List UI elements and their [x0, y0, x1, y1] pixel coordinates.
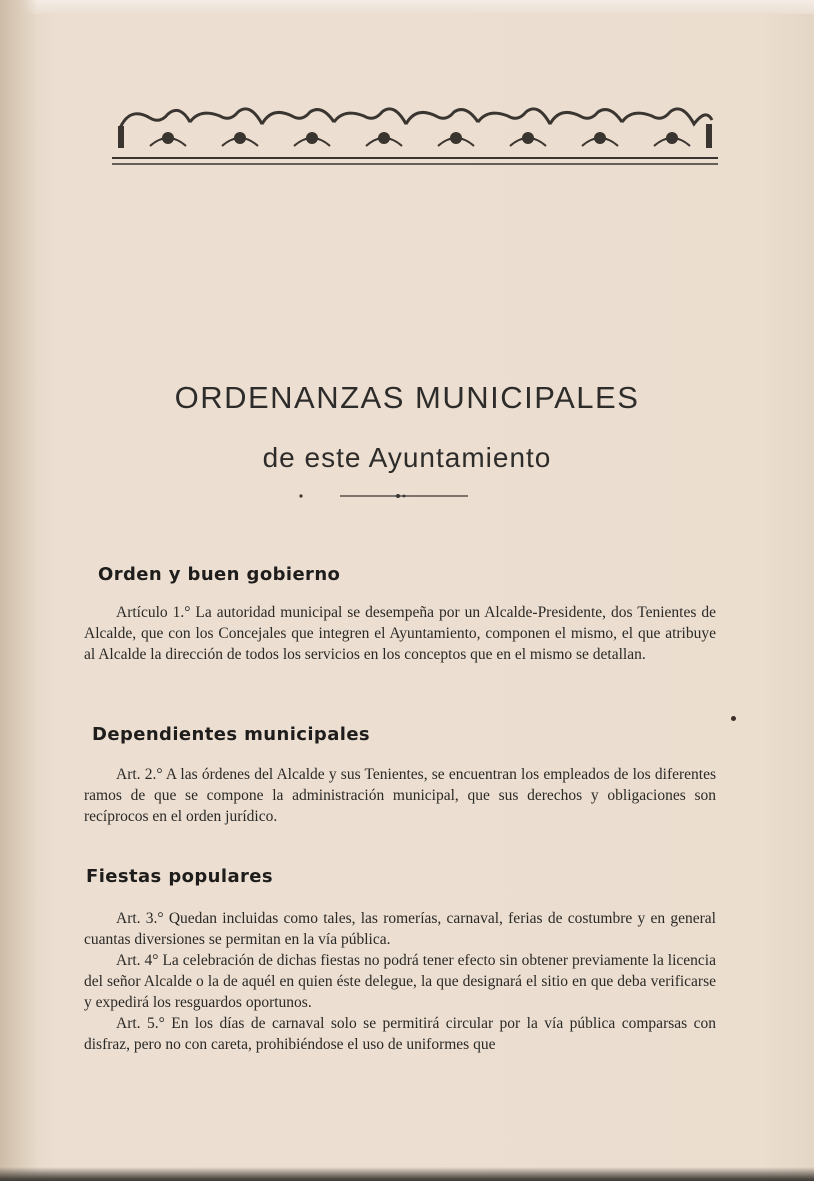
article-2: Art. 2.° A las órdenes del Alcalde y sus Tenientes, se encuentran los empleados de los diferentes ramos de que se compone la administración municipal, que sus derechos y obligaciones son recíprocos en el orden jurídico.	[84, 766, 716, 825]
page-binding-edge	[0, 0, 38, 1181]
section-body-dependientes	[84, 764, 716, 827]
document-title: ORDENANZAS MUNICIPALES	[174, 380, 640, 415]
section-heading-dependientes: Dependientes municipales	[92, 724, 371, 745]
title-divider	[298, 490, 470, 502]
page-top-edge	[0, 0, 814, 14]
article-5: Art. 5.° En los días de carnaval solo se permitirá circular por la vía pública comparsas con disfraz, pero no con careta, prohibiéndose el uso de uniformes que	[84, 1015, 716, 1053]
document-subtitle: de este Ayuntamiento	[262, 442, 552, 473]
section-body-fiestas	[84, 908, 716, 1055]
ink-speck	[731, 716, 736, 721]
page-bottom-edge	[0, 1167, 814, 1181]
article-1: Artículo 1.° La autoridad municipal se desempeña por un Alcalde-Presidente, dos Tenientes de Alcalde, que con los Concejales que integren el Ayuntamiento, componen el mismo, el que atribuye al Alcalde la dirección de todos los servicios en los conceptos que en el mismo se detallan.	[84, 604, 716, 663]
section-heading-orden: Orden y buen gobierno	[98, 564, 341, 585]
article-4: Art. 4° La celebración de dichas fiestas no podrá tener efecto sin obtener previamente la licencia del señor Alcalde o la de aquél en quien éste delegue, la que designará el sitio en que deba verificarse y expedirá los resguardos oportunos.	[84, 952, 716, 1011]
decorative-header-ornament	[110, 100, 720, 172]
article-3: Art. 3.° Quedan incluidas como tales, las romerías, carnaval, ferias de costumbre y en general cuantas diversiones se permitan en la vía pública.	[84, 910, 716, 948]
section-body-orden	[84, 602, 716, 665]
section-heading-fiestas: Fiestas populares	[86, 866, 273, 887]
